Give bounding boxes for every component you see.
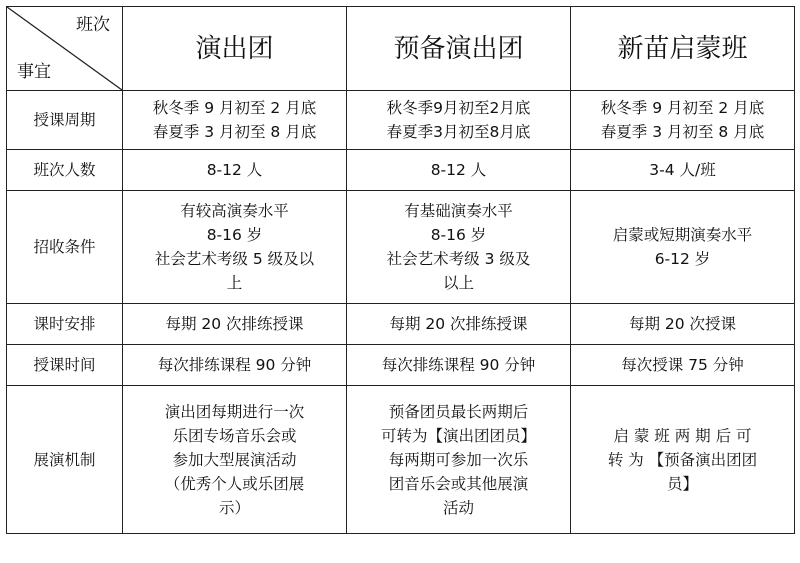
table-row-requirements bbox=[7, 191, 795, 304]
corner-cell bbox=[7, 7, 123, 91]
header-row bbox=[7, 7, 795, 91]
cell-line: 社会艺术考级 5 级及以 bbox=[154, 250, 315, 268]
cell-performance-c1 bbox=[123, 386, 347, 534]
table-row-size bbox=[7, 150, 795, 191]
row-label-period: 授课周期 bbox=[7, 91, 123, 150]
cell-requirements-c2 bbox=[347, 191, 571, 304]
cell-line: 以上 bbox=[442, 274, 474, 292]
cell-line: 有较高演奏水平 bbox=[180, 202, 289, 220]
cell-line: 启 蒙 班 两 期 后 可 bbox=[613, 426, 752, 445]
cell-schedule-c1: 每期 20 次排练授课 bbox=[123, 304, 347, 345]
corner-bottom-label: 事宜 bbox=[17, 62, 51, 82]
cell-duration-c1: 每次排练课程 90 分钟 bbox=[123, 345, 347, 386]
cell-line: 员】 bbox=[666, 474, 698, 493]
cell-line: 乐团专场音乐会或 bbox=[172, 426, 297, 445]
cell-line: 启蒙或短期演奏水平 bbox=[612, 226, 753, 244]
table-row-period bbox=[7, 91, 795, 150]
cell-line: 示） bbox=[218, 498, 250, 517]
cell-line: 团音乐会或其他展演 bbox=[388, 474, 529, 493]
cell-line: 活动 bbox=[442, 498, 474, 517]
cell-requirements-c3 bbox=[571, 191, 795, 304]
row-label-schedule: 课时安排 bbox=[7, 304, 123, 345]
cell-duration-c3: 每次授课 75 分钟 bbox=[571, 345, 795, 386]
cell-period-c3 bbox=[571, 91, 795, 150]
cell-line: 秋冬季9月初至2月底 bbox=[386, 99, 531, 117]
cell-line: 秋冬季 9 月初至 2 月底 bbox=[152, 99, 317, 117]
cell-line: 每两期可参加一次乐 bbox=[388, 450, 529, 469]
row-label-requirements: 招收条件 bbox=[7, 191, 123, 304]
cell-line: 6-12 岁 bbox=[654, 250, 711, 268]
cell-line: （优秀个人或乐团展 bbox=[164, 474, 305, 493]
column-header-performance-troupe: 演出团 bbox=[123, 7, 347, 91]
cell-line: 春夏季 3 月初至 8 月底 bbox=[600, 123, 765, 141]
cell-performance-c3 bbox=[571, 386, 795, 534]
cell-duration-c2: 每次排练课程 90 分钟 bbox=[347, 345, 571, 386]
class-comparison-table bbox=[6, 6, 795, 534]
row-label-size: 班次人数 bbox=[7, 150, 123, 191]
column-header-beginner-class: 新苗启蒙班 bbox=[571, 7, 795, 91]
cell-line: 上 bbox=[226, 274, 243, 292]
column-header-prep-troupe: 预备演出团 bbox=[347, 7, 571, 91]
cell-line: 春夏季3月初至8月底 bbox=[386, 123, 531, 141]
cell-line: 参加大型展演活动 bbox=[172, 450, 297, 469]
cell-line: 有基础演奏水平 bbox=[404, 202, 513, 220]
cell-size-c3: 3-4 人/班 bbox=[571, 150, 795, 191]
cell-schedule-c3: 每期 20 次授课 bbox=[571, 304, 795, 345]
row-label-duration: 授课时间 bbox=[7, 345, 123, 386]
table-row-schedule bbox=[7, 304, 795, 345]
cell-line: 秋冬季 9 月初至 2 月底 bbox=[600, 99, 765, 117]
table-row-duration bbox=[7, 345, 795, 386]
cell-size-c1: 8-12 人 bbox=[123, 150, 347, 191]
cell-period-c1 bbox=[123, 91, 347, 150]
cell-line: 预备团员最长两期后 bbox=[388, 402, 529, 421]
cell-line: 演出团每期进行一次 bbox=[164, 402, 305, 421]
table-row-performance bbox=[7, 386, 795, 534]
cell-period-c2 bbox=[347, 91, 571, 150]
cell-line: 转 为 【预备演出团团 bbox=[607, 450, 758, 469]
cell-line: 春夏季 3 月初至 8 月底 bbox=[152, 123, 317, 141]
cell-requirements-c1 bbox=[123, 191, 347, 304]
corner-top-label: 班次 bbox=[76, 15, 110, 35]
cell-line: 8-16 岁 bbox=[206, 226, 263, 244]
cell-line: 可转为【演出团团员】 bbox=[380, 426, 536, 445]
row-label-performance: 展演机制 bbox=[7, 386, 123, 534]
cell-performance-c2 bbox=[347, 386, 571, 534]
cell-size-c2: 8-12 人 bbox=[347, 150, 571, 191]
cell-line: 社会艺术考级 3 级及 bbox=[386, 250, 531, 268]
cell-schedule-c2: 每期 20 次排练授课 bbox=[347, 304, 571, 345]
cell-line: 8-16 岁 bbox=[430, 226, 487, 244]
